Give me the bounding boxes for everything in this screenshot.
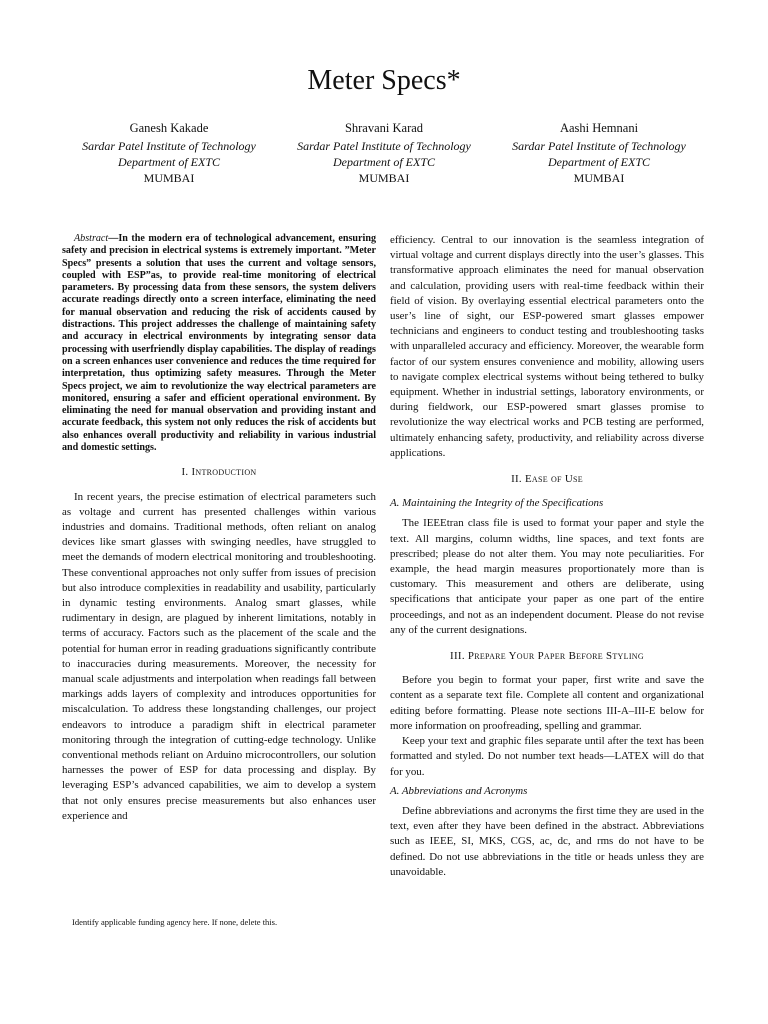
prepare-paragraph-1: Before you begin to format your paper, first write and save the content as a separate text file. Complete all content and organizational editing before formatting. Please note sections III-A–III-E below for more information on proofreading, spelling and grammar. (390, 674, 704, 732)
author-1 (62, 120, 276, 186)
subsection-heading-abbreviations: A. Abbreviations and Acronyms (390, 784, 528, 797)
author-name: Shravani Karad (344, 121, 424, 135)
section-heading-introduction: I. Introduction (181, 466, 257, 479)
author-city: MUMBAI (143, 171, 195, 185)
author-city: MUMBAI (358, 171, 410, 185)
author-department: Department of EXTC (118, 155, 220, 169)
right-column (390, 233, 704, 880)
left-column (62, 233, 376, 824)
abstract-text: —In the modern era of technological advancement, ensuring safety and precision in electrical systems is extremely important. ”Meter Specs” presents a solution that uses the current and voltage sensors, coupled with ESP”as, to provide real-time monitoring of electrical parameters. By processing data from these sensors, the system delivers accurate readings directly onto a screen interface, eliminating the need for manual observation and reducing the risk of accidents caused by distractions. This project addresses the challenge of maintaining safety and accuracy in electrical environments by integrating sensor data processing with userfriendly display capabilities. The display of readings on a screen enhances user convenience and reduces the time required for interpretation, thus optimizing safety measures. Through the Meter Specs project, we aim to revolutionize the way electrical parameters are monitored, ensuring a safer and efficient operational environment. By eliminating the need for manual observation and providing instant and accurate feedback, this system not only reduces the risk of accidents but also enhances overall productivity and reliability in various industrial and domestic settings. (62, 233, 376, 454)
author-name: Ganesh Kakade (129, 121, 209, 135)
author-city: MUMBAI (573, 171, 625, 185)
prepare-paragraph-2: Keep your text and graphic files separate until after the text has been formatted and styled. Do not number text heads—LATEX will do that for you. (390, 735, 704, 778)
author-name: Aashi Hemnani (559, 121, 639, 135)
author-2 (277, 120, 491, 186)
author-department: Department of EXTC (548, 155, 650, 169)
subsection-heading-integrity: A. Maintaining the Integrity of the Specifications (390, 497, 604, 510)
author-institution: Sardar Patel Institute of Technology (512, 139, 686, 153)
funding-footnote: Identify applicable funding agency here. If none, delete this. (72, 917, 278, 927)
section-heading-prepare: III. Prepare Your Paper Before Styling (450, 650, 644, 663)
introduction-continuation: efficiency. Central to our innovation is the seamless integration of virtual voltage and current displays directly into the user’s glasses. This transformative approach eliminates the need for manual observation and calculation, providing users with real-time feedback within their field of vision. By overlaying essential electrical parameters onto the user’s line of sight, our ESP-powered smart glasses empower technicians and engineers to conduct testing and troubleshooting tasks with unparalleled accuracy and efficiency. Moreover, the wearable form factor of our system ensures convenience and mobility, allowing users to navigate complex electrical systems without being tethered to bulky equipment. Whether in industrial settings, laboratory environments, or during fieldwork, our ESP-powered smart glasses promise to revolutionize the way electrical works and PCB testing are performed, ultimately enhancing safety, productivity, and reliability across diverse applications. (390, 234, 704, 459)
abstract-lead: Abstract (74, 233, 109, 244)
abstract (62, 233, 376, 454)
author-institution: Sardar Patel Institute of Technology (297, 139, 471, 153)
introduction-paragraph: In recent years, the precise estimation of electrical parameters such as voltage and current has presented challenges within various industries and domains. Traditional methods, often reliant on analog devices like smart glasses with swinging needles, have struggled to meet the demands of modern electrical monitoring and troubleshooting. These conventional approaches not only suffer from issues of precision but also introduce complexities in readability and usability, particularly in dynamic testing environments. Analog smart glasses, while rudimentary in design, are plagued by inherent limitations, notably in terms of accuracy. Factors such as the placement of the scale and the potential for human error in reading graduations significantly contribute to inaccuracies during measurements. Moreover, the necessity for manual scale adjustments and interpolation when readings fall between markings adds layers of complexity and introduces opportunities for miscalculation. To address these longstanding challenges, our project endeavors to introduce a paradigm shift in electrical parameter monitoring through the integration of cutting-edge technology. Unlike conventional methods reliant on Arduino microcontrollers, our solution harnesses the power of ESP for data processing and display. By leveraging ESP’s advanced capabilities, we aim to develop a system that not only ensures precise measurements but also enhances user experience and (62, 490, 376, 822)
ease-of-use-paragraph: The IEEEtran class file is used to format your paper and style the text. All margins, column widths, line spaces, and text fonts are prescribed; please do not alter them. You may note peculiarities. For example, the head margin measures proportionately more than is customary. This measurement and others are deliberate, using specifications that anticipate your paper as one part of the entire proceedings, and not as an independent document. Please do not revise any of the current designations. (390, 517, 704, 636)
author-block (62, 120, 706, 186)
author-department: Department of EXTC (333, 155, 435, 169)
author-3 (492, 120, 706, 186)
paper-title: Meter Specs* (307, 65, 461, 96)
abbreviations-paragraph: Define abbreviations and acronyms the first time they are used in the text, even after they have been defined in the abstract. Abbreviations such as IEEE, SI, MKS, CGS, ac, dc, and rms do not have to be defined. Do not use abbreviations in the title or heads unless they are unavoidable. (390, 804, 704, 878)
author-institution: Sardar Patel Institute of Technology (82, 139, 256, 153)
section-heading-ease-of-use: II. Ease of Use (511, 473, 583, 486)
